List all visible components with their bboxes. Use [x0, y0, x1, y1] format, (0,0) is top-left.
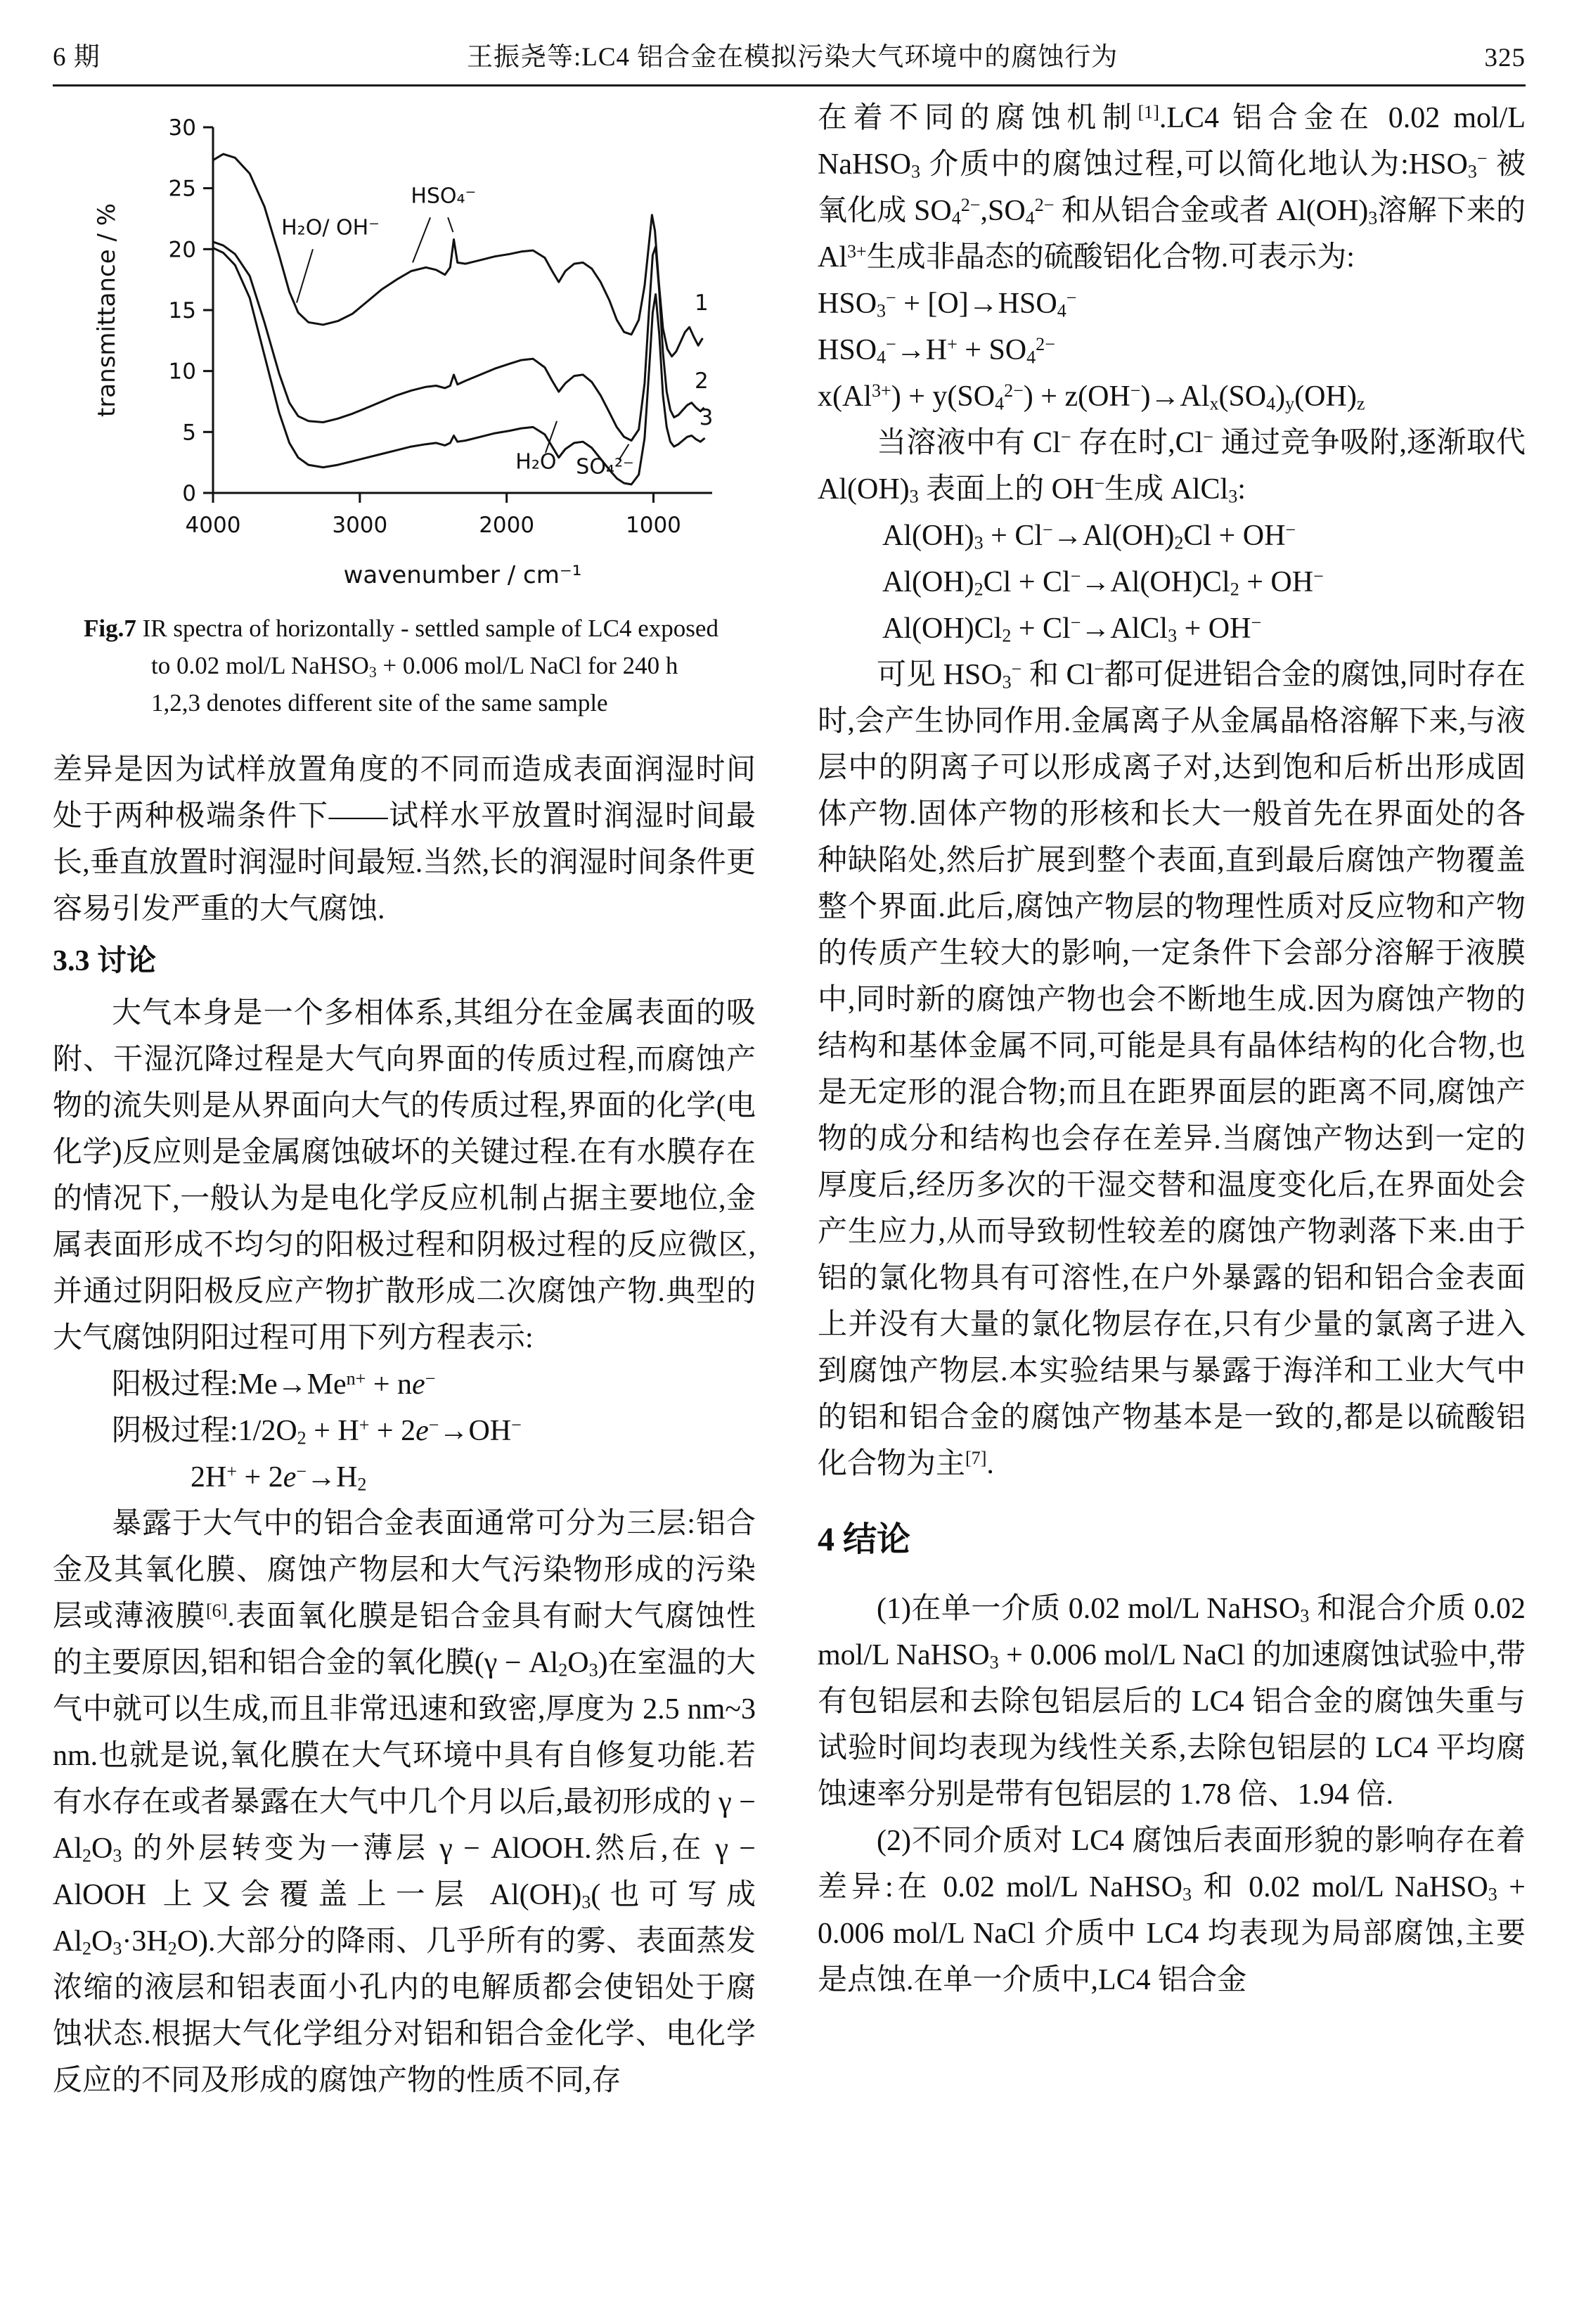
paragraph-conclusion-2: (2)不同介质对 LC4 腐蚀后表面形貌的影响存在着差异:在 0.02 mol/L NaHSO$_3$ 和 0.02 mol/L NaHSO$_3$ + 0.006 mol/L NaCl 介质中 LC4 均表现为局部腐蚀,主要是点蚀.在单一介质中,LC4 铝合金 [818, 1825, 1526, 1996]
page-header [53, 35, 1526, 86]
figure-caption [53, 610, 756, 721]
caption-text-1: IR spectra of horizontally - settled sample of LC4 exposed [142, 615, 718, 642]
svg-text:wavenumber / cm⁻¹: wavenumber / cm⁻¹ [343, 561, 582, 589]
ir-spectra-chart [65, 99, 733, 598]
svg-text:3: 3 [699, 404, 714, 430]
equation-alcl-3: $Al(OH)Cl_2$ + Cl−→AlCl$_3$ + OH− [882, 612, 1262, 646]
equation-anode: 阳极过程$:Me\to Me^{n+} + ne^-$ [112, 1368, 436, 1401]
caption-line-3: 1,2,3 denotes different site of the same sample [151, 689, 608, 717]
svg-text:1: 1 [694, 290, 709, 316]
svg-text:transmittance / %: transmittance / % [93, 203, 121, 418]
paragraph-discussion: 大气本身是一个多相体系,其组分在金属表面的吸附、干湿沉降过程是大气向界面的传质过程,而腐蚀产物的流失则是从界面向大气的传质过程,界面的化学(电化学)反应则是金属腐蚀破坏的关键过程.在有水膜存在的情况下,一般认为是电化学反应机制占据主要地位,金属表面形成不均匀的阳极过程和阴极过程的反应微区,并通过阴阳极反应产物扩散形成二次腐蚀产物.典型的大气腐蚀阴阳过程可用下列方程表示: [53, 997, 756, 1354]
svg-text:2: 2 [694, 368, 709, 394]
svg-text:3000: 3000 [332, 513, 388, 538]
svg-text:H₂O/ OH⁻: H₂O/ OH⁻ [281, 215, 380, 240]
svg-text:25: 25 [168, 176, 196, 202]
caption-label: Fig.7 [84, 615, 136, 642]
svg-text:HSO₄⁻: HSO₄⁻ [411, 184, 477, 209]
running-title: 王振尧等:LC4 铝合金在模拟污染大气环境中的腐蚀行为 [466, 43, 1119, 72]
two-column-body [53, 95, 1526, 2104]
svg-text:15: 15 [168, 298, 196, 323]
svg-text:4000: 4000 [185, 513, 241, 538]
svg-text:2000: 2000 [479, 513, 535, 538]
svg-text:20: 20 [168, 237, 196, 263]
paragraph-synergy: 可见 $HSO_3^-$ 和 Cl−都可促进铝合金的腐蚀,同时存在时,会产生协同作用.金属离子从金属晶格溶解下来,与液层中的阴离子可以形成离子对,达到饱和后析出形成固体产物.固体产物的形核和长大一般首先在界面处的各种缺陷处,然后扩展到整个表面,直到最后腐蚀产物覆盖整个界面.此后,腐蚀产物层的物理性质对反应物和产物的传质产生较大的影响,一定条件下会部分溶解于液膜中,同时新的腐蚀产物也会不断地生成.因为腐蚀产物的结构和基体金属不同,可能是具有晶体结构的化合物,也是无定形的混合物;而且在距界面层的距离不同,腐蚀产物的成分和结构也会存在差异.当腐蚀产物达到一定的厚度后,经历多次的干湿交替和温度变化后,在界面处会产生应力,从而导致韧性较差的腐蚀产物剥落下来.由于铝的氯化物具有可溶性,在户外暴露的铝和铝合金表面上并没有大量的氯化物层存在,只有少量的氯离子进入到腐蚀产物层.本实验结果与暴露于海洋和工业大气中的铝和铝合金的腐蚀产物基本是一致的,都是以硫酸铝化合物为主[7]. [818, 658, 1526, 1480]
svg-text:10: 10 [168, 359, 196, 385]
paragraph-continuation: 差异是因为试样放置角度的不同而造成表面润湿时间处于两种极端条件下——试样水平放置时润湿时间最长,垂直放置时润湿时间最短.当然,长的润湿时间条件更容易引发严重的大气腐蚀. [53, 754, 756, 925]
figure-7 [53, 99, 756, 721]
paragraph-chloride: 当溶液中有 Cl− 存在时,Cl− 通过竞争吸附,逐渐取代 $Al(OH)_3$ 表面上的 OH−生成 AlCl$_3$: [818, 426, 1526, 507]
equation-hso3-oxidation: $HSO_3^- + [O]\to HSO_4^-$ [818, 287, 1077, 321]
svg-text:H₂O: H₂O [515, 449, 557, 475]
paragraph-mechanism: 在着不同的腐蚀机制[1].LC4 铝合金在 0.02 mol/L NaHSO$_3$ 介质中的腐蚀过程,可以简化地认为$:HSO_3^-$ 被氧化成 $SO_4^{2-},SO_4^{2-}$ 和从铝合金或者 $Al(OH)_3$溶解下来的 $Al^{3+}$生成非晶态的硫酸铝化合物.可表示为: [818, 101, 1526, 274]
paragraph-conclusion-1: (1)在单一介质 0.02 mol/L NaHSO$_3$ 和混合介质 0.02 mol/L NaHSO$_3$ + 0.006 mol/L NaCl 的加速腐蚀试验中,带有包铝层和去除包铝层后的 LC4 铝合金的腐蚀失重与试验时间均表现为线性关系,去除包铝层的 LC4 平均腐蚀速率分别是带有包铝层的 1.78 倍、1.94 倍. [818, 1593, 1526, 1811]
right-column [818, 95, 1526, 2104]
equation-alcl-1: $Al(OH)_3 + Cl^-\to Al(OH)_2Cl + OH^-$ [882, 519, 1296, 553]
left-column [53, 95, 756, 2104]
equation-alcl-2: $Al(OH)_2Cl + Cl^-\to Al(OH)Cl_2 + OH^-$ [882, 565, 1324, 600]
section-heading-conclusion: 4 结论 [818, 1521, 911, 1558]
section-heading-discussion: 3.3 讨论 [53, 945, 157, 977]
page-number: 325 [1484, 44, 1526, 72]
svg-text:30: 30 [168, 115, 196, 141]
svg-text:1000: 1000 [626, 513, 681, 538]
equation-hydrogen: $2H^+ + 2e^-\to H_2$ [191, 1460, 367, 1495]
svg-text:5: 5 [182, 420, 196, 446]
caption-line-1 [53, 610, 756, 647]
svg-text:0: 0 [182, 481, 196, 506]
svg-text:SO₄²⁻: SO₄²⁻ [576, 454, 634, 480]
paragraph-oxide-layers: 暴露于大气中的铝合金表面通常可分为三层:铝合金及其氧化膜、腐蚀产物层和大气污染物形成的污染层或薄液膜[6].表面氧化膜是铝合金具有耐大气腐蚀性的主要原因,铝和铝合金的氧化膜$(\gamma - Al_2O_3)$在室温的大气中就可以生成,而且非常迅速和致密,厚度为 2.5 nm~3 nm.也就是说,氧化膜在大气环境中具有自修复功能.若有水存在或者暴露在大气中几个月以后,最初形成的 $\gamma - Al_2O_3$ 的外层转变为一薄层 γ − AlOOH.然后,在 γ − AlOOH 上又会覆盖上一层 $Al(OH)_3$(也可写成 $Al_2O_3\cdot 3H_2O$).大部分的降雨、几乎所有的雾、表面蒸发浓缩的液层和铝表面小孔内的电解质都会使铝处于腐蚀状态.根据大气化学组分对铝和铝合金化学、电化学反应的不同及形成的腐蚀产物的性质不同,存 [53, 1508, 756, 2097]
equation-hso4-dissociation: $HSO_4^-\to H^+ + SO_4^{2-}$ [818, 333, 1055, 368]
journal-issue: 6 期 [53, 43, 101, 72]
equation-aluminum-sulfate: $x(Al^{3+}) + y(SO_4^{2-}) + z(OH^-)\to Al_x(SO_4)_y(OH)_z$ [818, 380, 1365, 414]
equation-cathode: 阴极过程$:1/2O_2 + H^+ + 2e^-\to OH^-$ [112, 1414, 522, 1449]
caption-line-2: to 0.02 mol/L NaHSO$_3$ + 0.006 mol/L NaCl for 240 h [151, 652, 678, 681]
